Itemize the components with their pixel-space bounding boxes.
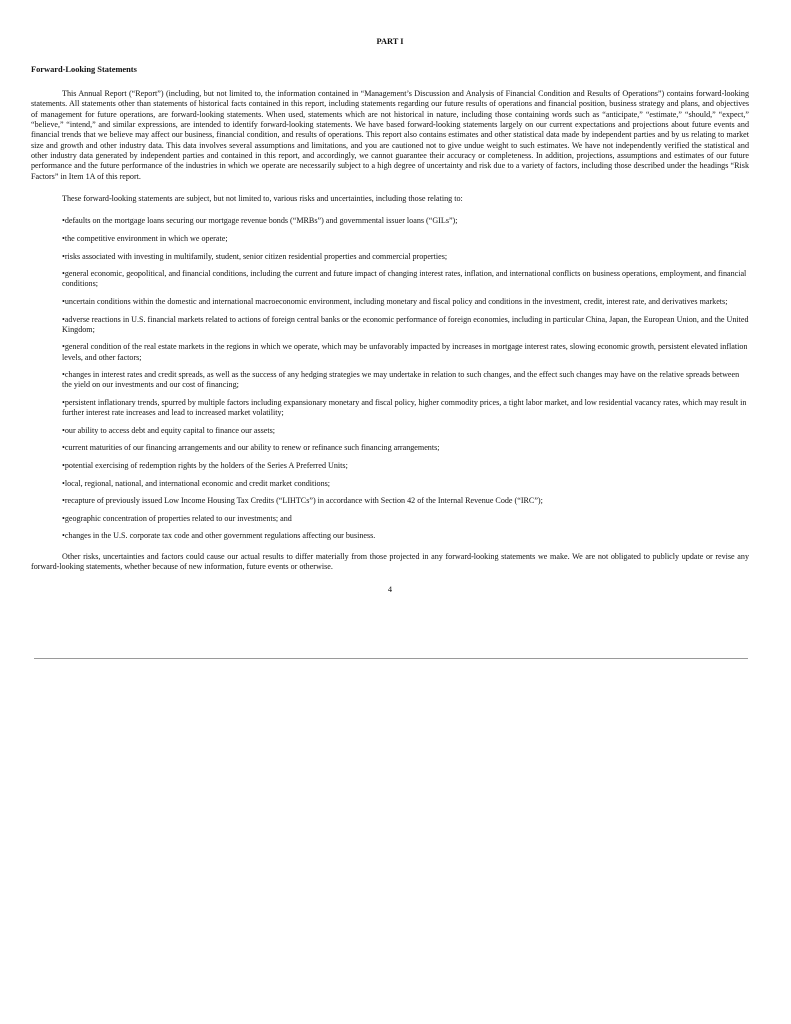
risk-list-item: • general economic, geopolitical, and financial conditions, including the current and future impact of changing interest rates, inflation, and international conflicts on business operations, employment, and financial conditions; xyxy=(62,269,749,289)
risk-list-item: • our ability to access debt and equity capital to finance our assets; xyxy=(62,426,749,436)
risk-list-item: • the competitive environment in which we operate; xyxy=(62,234,749,244)
risk-list-item: • persistent inflationary trends, spurred by multiple factors including expansionary monetary and fiscal policy, higher commodity prices, a tight labor market, and low residential vacancy rates, which may result in further interest rate increases and lead to increased market volatility; xyxy=(62,398,749,418)
risk-list xyxy=(31,216,749,541)
risk-list-item: • current maturities of our financing arrangements and our ability to renew or refinance such financing arrangements; xyxy=(62,443,749,453)
intro-paragraph: This Annual Report (“Report”) (including, but not limited to, the information contained in “Management’s Discussion and Analysis of Financial Condition and Results of Operations”) contains forward-looking statements. All statements other than statements of historical facts contained in this report, including statements regarding our future results of operations and financial position, business strategy and plans, and objectives of management for future operations, are forward-looking statements. When used, statements which are not historical in nature, including those containing words such as “anticipate,” “estimate,” “should,” “expect,” “believe,” “intend,” and similar expressions, are intended to identify forward-looking statements. We have based forward-looking statements largely on our current expectations and projections about future events and financial trends that we believe may affect our business, financial condition, and results of operations. This report also contains estimates and other statistical data made by independent parties and by us relating to market size and growth and other industry data. This data involves several assumptions and limitations, and you are cautioned not to give undue weight to such estimates. We have not independently verified the statistical and other industry data generated by independent parties and contained in this report, and accordingly, we cannot guarantee their accuracy or completeness. In addition, projections, assumptions and estimates of our future performance and the future performance of the industries in which we operate are necessarily subject to a high degree of uncertainty and risk due to a variety of factors, including those described under the headings “Risk Factors” in Item 1A of this report. xyxy=(31,89,749,181)
risk-list-item: • defaults on the mortgage loans securing our mortgage revenue bonds (“MRBs”) and governmental issuer loans (“GILs”); xyxy=(62,216,749,226)
risk-list-item: • geographic concentration of properties related to our investments; and xyxy=(62,514,749,524)
page-divider xyxy=(34,658,748,659)
part-title: PART I xyxy=(376,37,404,46)
section-heading: Forward-Looking Statements xyxy=(31,65,137,74)
risk-list-item: • changes in the U.S. corporate tax code and other government regulations affecting our business. xyxy=(62,531,749,541)
risk-list-item: • changes in interest rates and credit spreads, as well as the success of any hedging strategies we may undertake in relation to such changes, and the effect such changes may have on the relative spreads between the yield on our investments and our cost of financing; xyxy=(62,370,749,390)
closing-paragraph: Other risks, uncertainties and factors could cause our actual results to differ materially from those projected in any forward-looking statements we make. We are not obligated to publicly update or revise any forward-looking statements, whether because of new information, future events or otherwise. xyxy=(31,551,749,571)
risk-list-item: • recapture of previously issued Low Income Housing Tax Credits (“LIHTCs”) in accordance with Section 42 of the Internal Revenue Code (“IRC”); xyxy=(62,496,749,506)
document-page xyxy=(31,36,749,595)
risk-list-item: • potential exercising of redemption rights by the holders of the Series A Preferred Units; xyxy=(62,461,749,471)
risk-list-item: • local, regional, national, and international economic and credit market conditions; xyxy=(62,479,749,489)
risk-list-item: • adverse reactions in U.S. financial markets related to actions of foreign central banks or the economic performance of foreign economies, including in particular China, Japan, the European Union, and the United Kingdom; xyxy=(62,315,749,335)
risk-list-item: • risks associated with investing in multifamily, student, senior citizen residential properties and commercial properties; xyxy=(62,252,749,262)
risks-intro-paragraph: These forward-looking statements are subject, but not limited to, various risks and uncertainties, including those relating to: xyxy=(62,194,463,204)
risk-list-item: • uncertain conditions within the domestic and international macroeconomic environment, including monetary and fiscal policy and conditions in the investment, credit, interest rate, and derivatives markets; xyxy=(62,297,749,307)
risk-list-item: • general condition of the real estate markets in the regions in which we operate, which may be unfavorably impacted by increases in mortgage interest rates, slowing economic growth, persistent elevated inflation levels, and other factors; xyxy=(62,342,749,362)
page-number: 4 xyxy=(387,585,393,595)
